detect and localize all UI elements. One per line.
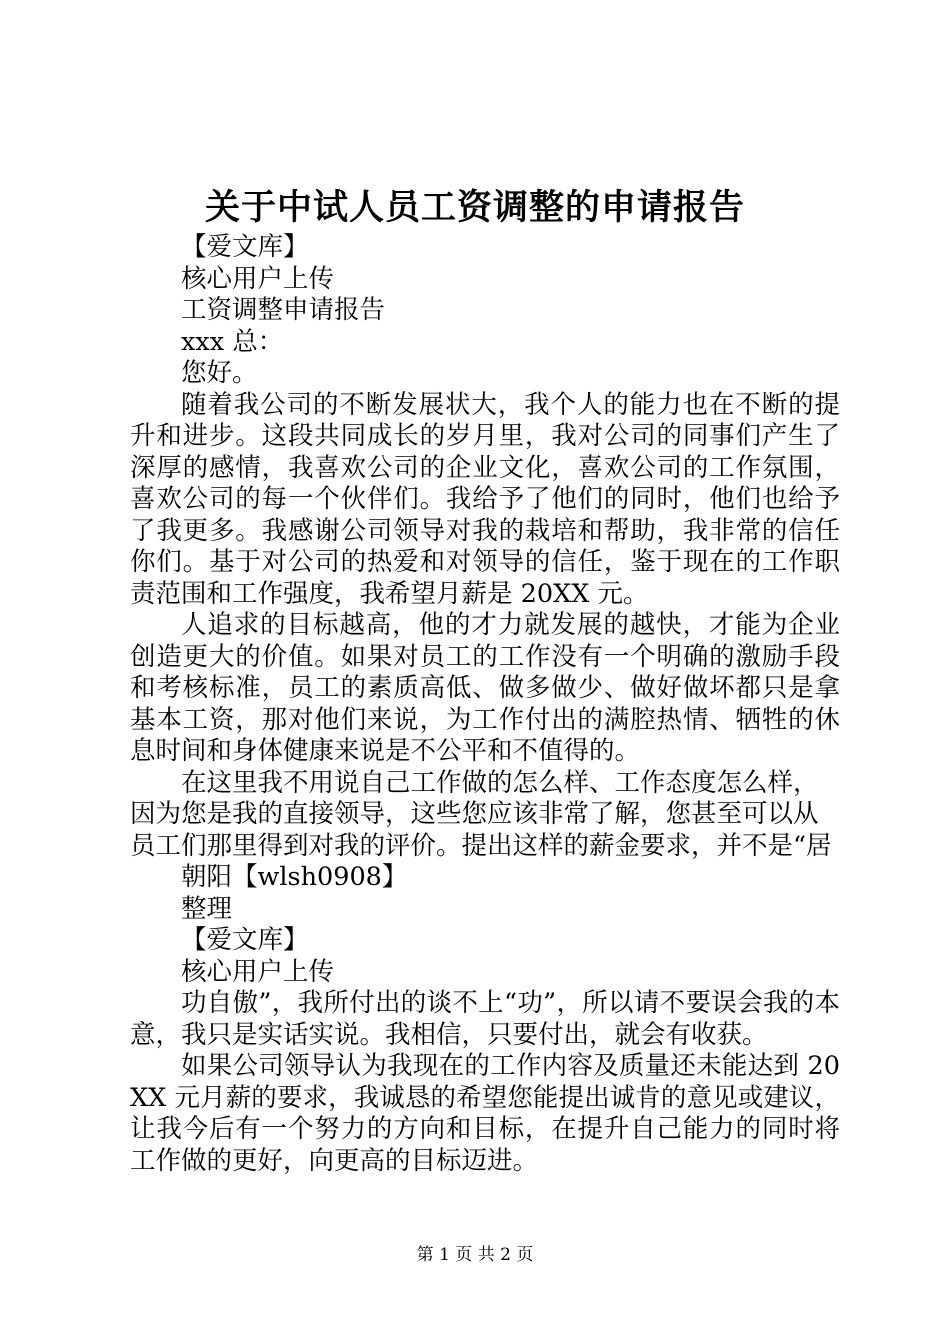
report-subtitle: 工资调整申请报告 [181,295,386,325]
source-tag: 【爱文库】 [181,232,309,262]
greeting: 您好。 [181,358,258,388]
upload-note: 核心用户上传 [181,956,335,987]
body-paragraph: 功自傲”，我所付出的谈不上“功”，所以请不要误会我的本意，我只是实话实说。我相信，只要付出，就会有收获。 [130,988,840,1050]
salutation: xxx 总： [181,326,284,357]
compiler-note: 朝阳【wlsh0908】 [181,862,408,892]
upload-note: 核心用户上传 [181,263,335,294]
body-paragraph: 人追求的目标越高，他的才力就发展的越快，才能为企业创造更大的价值。如果对员工的工作没有一个明确的激励手段和考核标准，员工的素质高低、做多做少、做好做坏都只是拿基本工资，那对他们来说，为工作付出的满腔热情、牺牲的休息时间和身体健康来说是不公平和不值得的。 [130,610,840,766]
compiler-note-suffix: 整理 [181,893,233,924]
page-indicator: 第 1 页 共 2 页 [416,1245,534,1265]
document-title: 关于中试人员工资调整的申请报告 [204,187,745,228]
body-paragraph: 如果公司领导认为我现在的工作内容及质量还未能达到 20XX 元月薪的要求，我诚恳的希望您能提出诚肯的意见或建议，让我今后有一个努力的方向和目标，在提升自己能力的同时将工作做的更好，向更高的目标迈进。 [130,1051,840,1176]
body-paragraph: 随着我公司的不断发展状大，我个人的能力也在不断的提升和进步。这段共同成长的岁月里，我对公司的同事们产生了深厚的感情，我喜欢公司的企业文化，喜欢公司的工作氛围，喜欢公司的每一个伙伴们。我给予了他们的同时，他们也给予了我更多。我感谢公司领导对我的栽培和帮助，我非常的信任你们。基于对公司的热爱和对领导的信任，鉴于现在的工作职责范围和工作强度，我希望月薪是 20XX 元。 [130,389,840,609]
source-tag: 【爱文库】 [181,925,309,955]
document-body [130,232,840,1177]
body-paragraph: 在这里我不用说自己工作做的怎么样、工作态度怎么样，因为您是我的直接领导，这些您应该非常了解，您甚至可以从员工们那里得到对我的评价。提出这样的薪金要求，并不是“居 [130,767,832,861]
